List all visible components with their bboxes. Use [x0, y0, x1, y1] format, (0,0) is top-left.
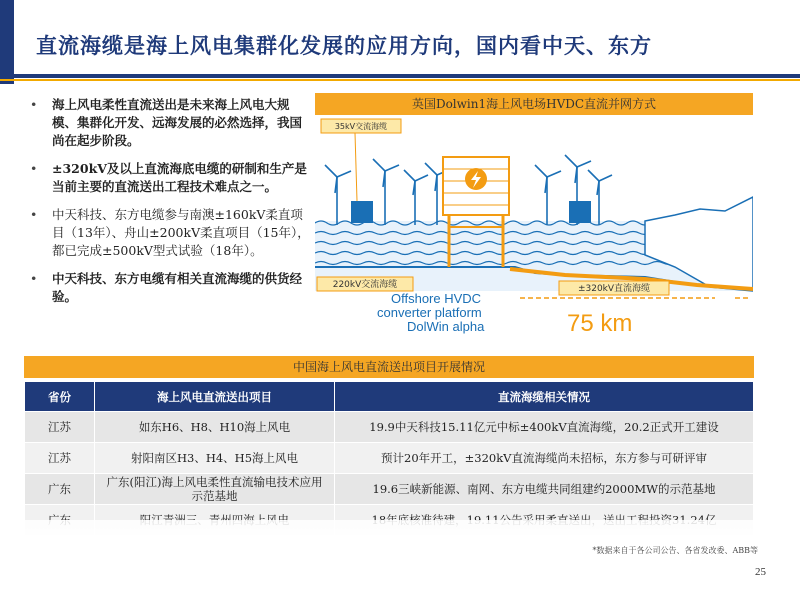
cell-project: 射阳南区H3、H4、H5海上风电 — [95, 443, 335, 474]
offshore-hvdc-diagram — [315, 117, 753, 348]
cell-province: 江苏 — [25, 412, 95, 443]
projects-table — [24, 381, 754, 536]
bullet-item — [30, 206, 310, 260]
bullet-item — [30, 160, 310, 196]
title-divider-blue — [0, 74, 800, 78]
title-accent-bar — [0, 0, 14, 84]
table-title: 中国海上风电直流送出项目开展情况 — [24, 356, 754, 378]
bullet-item — [30, 270, 310, 306]
bullet-list — [30, 96, 310, 316]
bullet-dot-icon: • — [30, 97, 38, 112]
header-project: 海上风电直流送出项目 — [95, 382, 335, 412]
table-row — [25, 443, 754, 474]
substation-icon — [351, 201, 373, 223]
platform-label-1: Offshore HVDC — [391, 291, 482, 306]
bullet-text: 中天科技、东方电缆参与南澳±160kV柔直项目（13年）、舟山±200kV柔直项目（15年），都已完成±500kV型式试验（18年）。 — [52, 207, 310, 258]
cell-cable-status: 预计20年开工，±320kV直流海缆尚未招标，东方参与可研评审 — [335, 443, 754, 474]
label-ac35: 35kV交流海缆 — [334, 122, 388, 131]
label-dc: ±320kV直流海缆 — [577, 284, 651, 294]
header-cable-status: 直流海缆相关情况 — [335, 382, 754, 412]
substation-icon — [569, 201, 591, 223]
bullet-dot-icon: • — [30, 271, 38, 286]
bullet-text: ±320kV及以上直流海底电缆的研制和生产是当前主要的直流送出工程技术难点之一。 — [52, 161, 307, 194]
bullet-text: 中天科技、东方电缆有相关直流海缆的供货经验。 — [52, 271, 303, 304]
bullet-text: 海上风电柔性直流送出是未来海上风电大规模、集群化开发、远海发展的必然选择，我国尚在起步阶段。 — [52, 97, 303, 148]
header-province: 省份 — [25, 382, 95, 412]
cell-project: 如东H6、H8、H10海上风电 — [95, 412, 335, 443]
cell-project: 广东(阳江)海上风电柔性直流输电技术应用示范基地 — [95, 474, 335, 505]
cell-cable-status: 19.6三峡新能源、南网、东方电缆共同组建约2000MW的示范基地 — [335, 474, 754, 505]
title-divider-gold — [0, 79, 800, 81]
platform-label-3: DolWin alpha — [407, 319, 485, 334]
dolwin-figure — [315, 93, 753, 348]
bullet-dot-icon: • — [30, 161, 38, 176]
table-row — [25, 412, 754, 443]
table-header-row — [25, 382, 754, 412]
table-row — [25, 474, 754, 505]
figure-title: 英国Dolwin1海上风电场HVDC直流并网方式 — [315, 93, 753, 115]
footnote: *数据来自于各公司公告、各省发改委、ABB等 — [592, 546, 758, 555]
platform-label-2: converter platform — [377, 305, 482, 320]
page-title: 直流海缆是海上风电集群化发展的应用方向，国内看中天、东方 — [36, 33, 652, 58]
cell-province: 广东 — [25, 474, 95, 505]
cell-cable-status: 19.9中天科技15.11亿元中标±400kV直流海缆，20.2正式开工建设 — [335, 412, 754, 443]
cell-province: 江苏 — [25, 443, 95, 474]
page-number: 25 — [755, 566, 766, 578]
distance-label: 75 km — [567, 310, 633, 337]
label-ac220: 220kV交流海缆 — [332, 280, 398, 290]
bullet-dot-icon: • — [30, 207, 38, 222]
bullet-item — [30, 96, 310, 150]
